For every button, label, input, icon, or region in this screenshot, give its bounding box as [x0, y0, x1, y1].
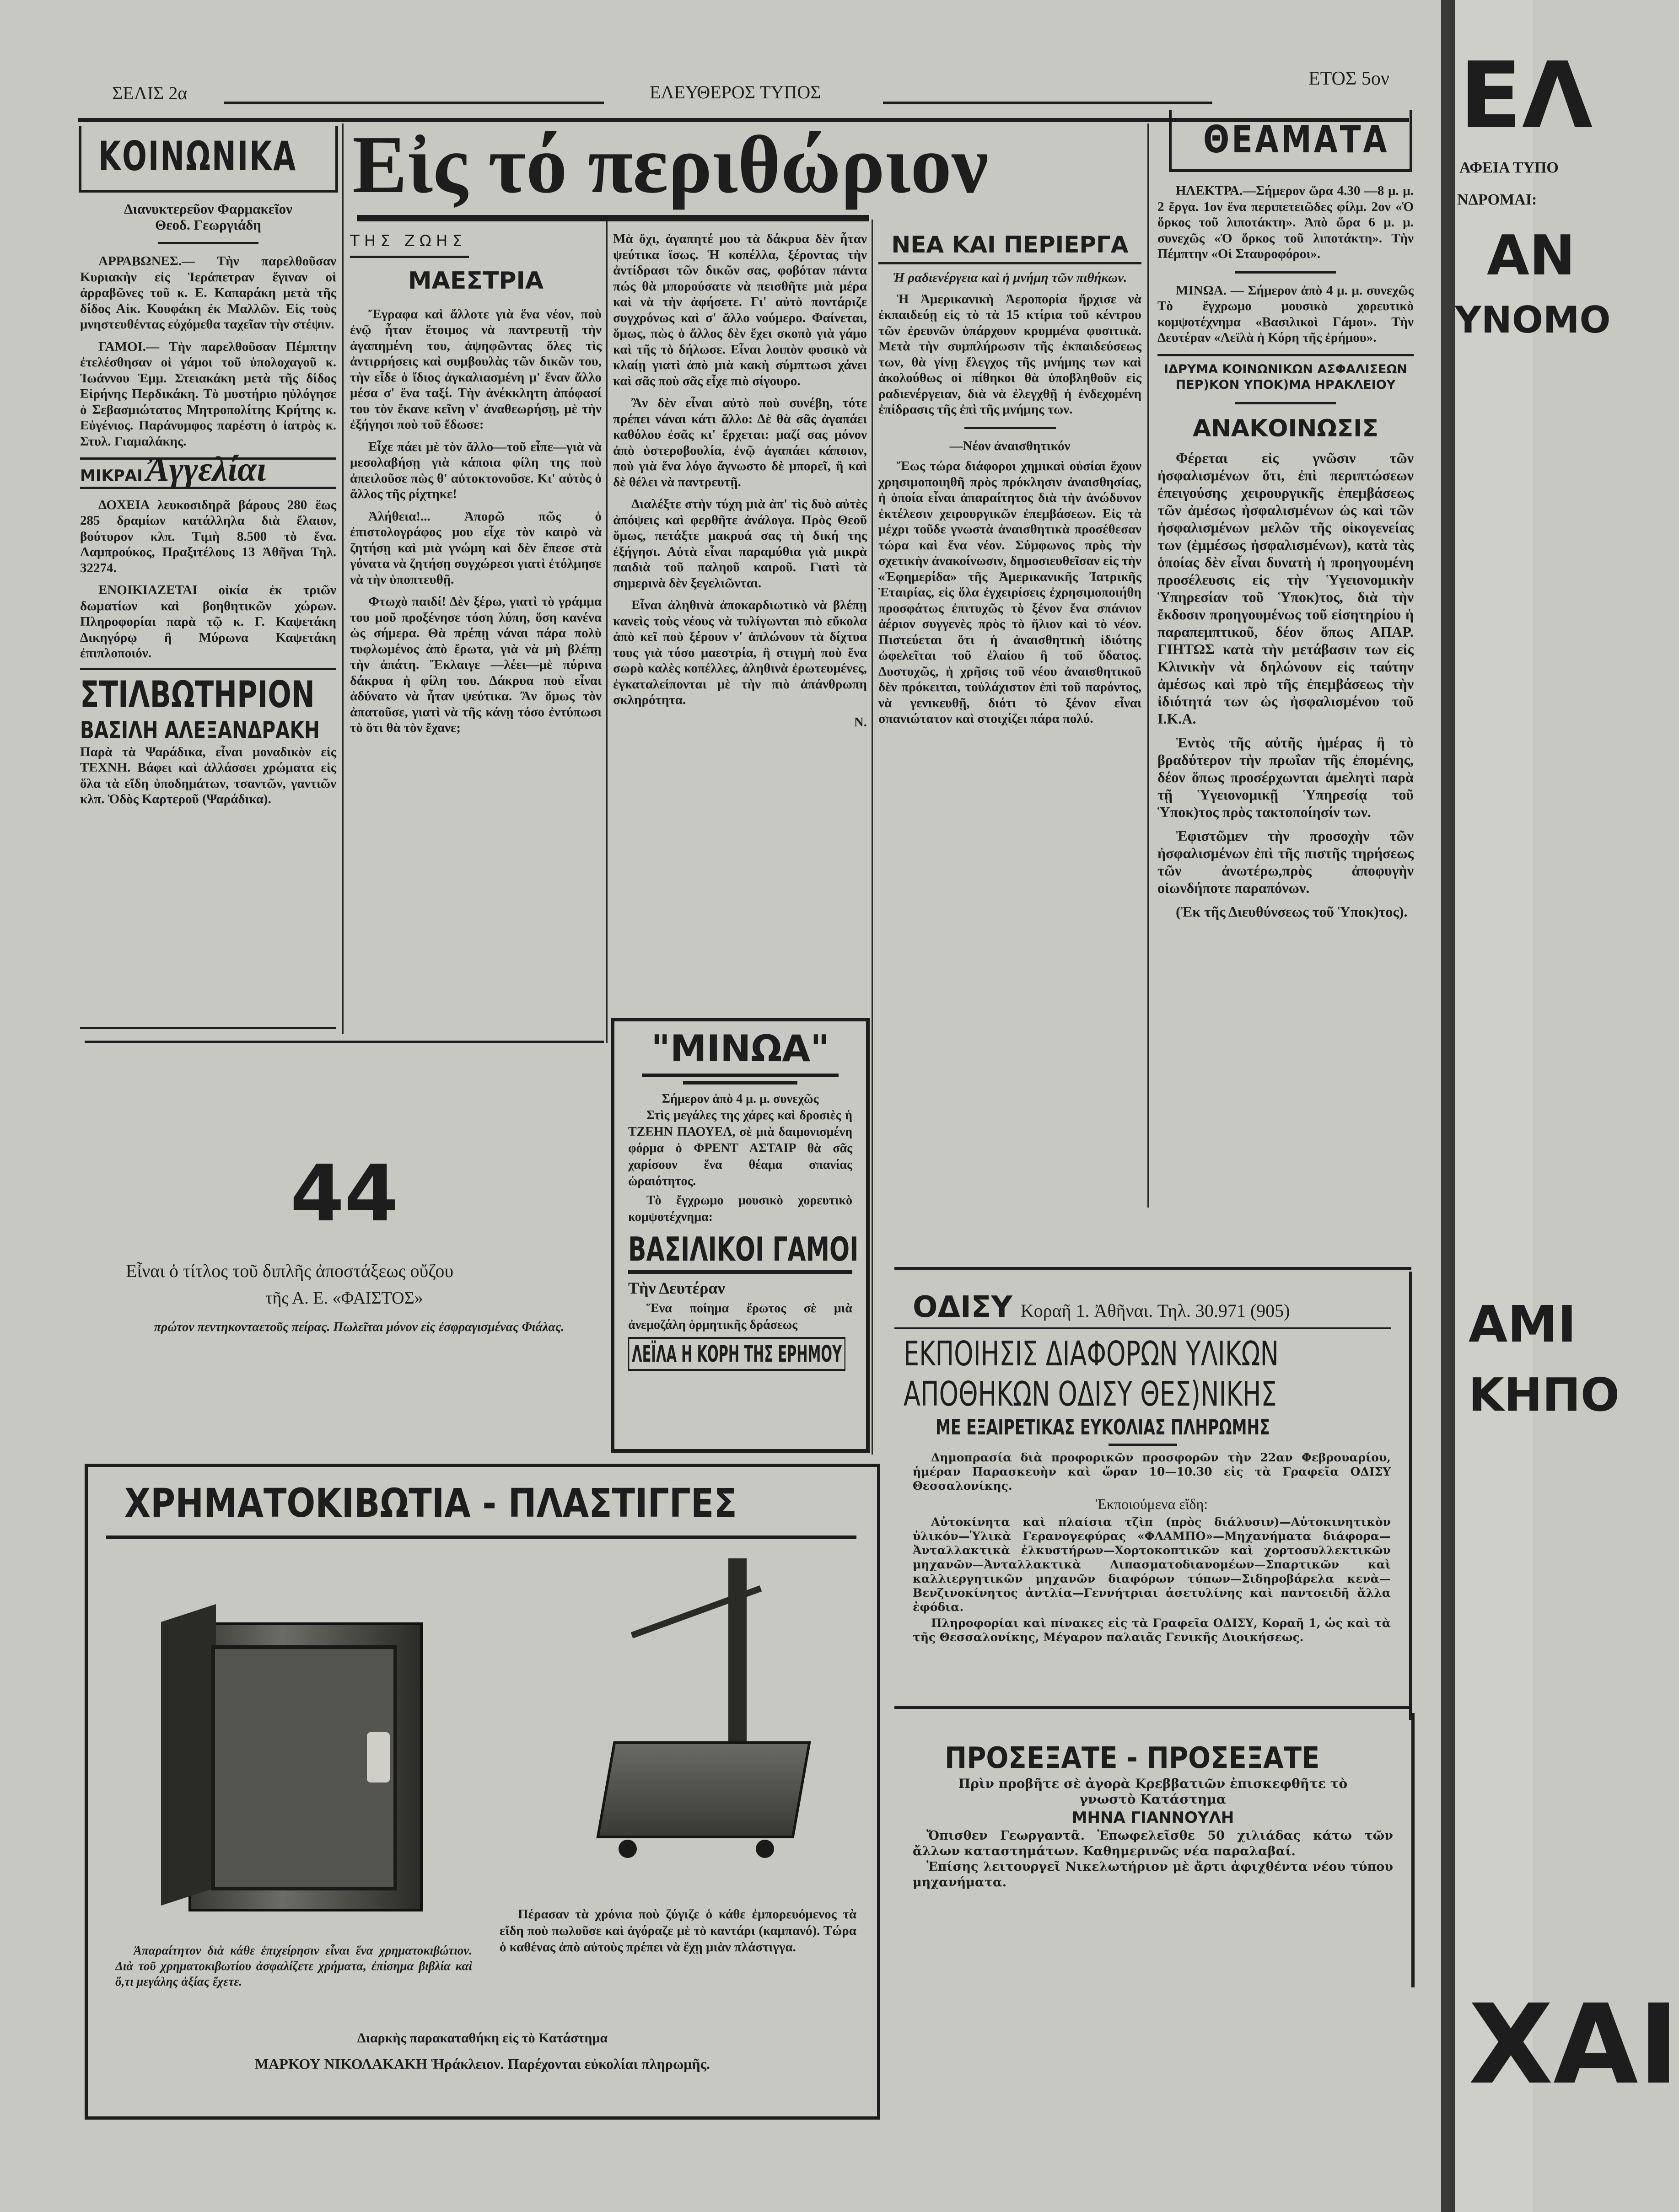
ouzo-ad: [85, 1052, 604, 1427]
article-paragraph: Ἔγραφα καὶ ἄλλοτε γιὰ ἕνα νέον, ποὺ ἐνῷ ἦταν ἕτοιμος νὰ παντρευτῇ τὴν ἀγαπημένη του, ἀψηφῶντας ὅλες τὶς ἀντιρρήσεις καὶ συμβουλὰς τῶν δικῶν του, τὴν εἶδε ὁ ἴδιος ἀγκαλιασμένη μ' ἕναν ἄλλο μέσα σ' ἕνα ταξί. Τὴν ἀνέκκλητη ἀπόφασί του τὸν ἔκανε κεῖνη ν' ἀναθεωρήσῃ, μὲ τὴν ἐξήγησι ποὺ τοῦ ἔδωσε:: [350, 306, 602, 432]
odisy-title3: ΜΕ ΕΞΑΙΡΕΤΙΚΑΣ ΕΥΚΟΛΙΑΣ ΠΛΗΡΩΜΗΣ: [936, 1415, 1270, 1439]
minoa-film1: ΒΑΣΙΛΙΚΟΙ ΓΑΜΟΙ: [628, 1230, 859, 1268]
minoa-next: Τὴν Δευτέραν: [628, 1279, 725, 1297]
nea-periergа-title: ΝΕΑ ΚΑΙ ΠΕΡΙΕΡΓΑ: [878, 231, 1141, 264]
nea-periergа-column: [878, 231, 1141, 1205]
minoa-film2: ΛΕΪΛΑ Η ΚΟΡΗ ΤΗΣ ΕΡΗΜΟΥ: [628, 1337, 845, 1371]
headline-rule: [357, 215, 869, 221]
koinonika-column: [80, 201, 336, 1025]
next-page-strip: [1455, 0, 1679, 2212]
tis-zois-column-1: [350, 233, 602, 1036]
beds-intro: Πρὶν προβῆτε σὲ ἀγορὰ Κρεββατιῶν ἐπισκεφθῆτε τὸ γνωστὸ Κατάστημα: [958, 1776, 1348, 1807]
next-page-fragment: ΑΜΙ: [1469, 1295, 1577, 1353]
article-paragraph: Μὰ ὄχι, ἀγαπητέ μου τὰ δάκρυα δὲν ἦταν ψεύτικα ἴσως. Ἡ κοπέλλα, ξέροντας τὴν ἀντίδρασι τῶν δικῶν σας, φοβόταν πάντα πώς θὰ μπορούσατε νὰ πεισθῆτε μιὰ μέρα καὶ νὰ τὴν ἀφήσετε. Γι' αὐτὸ ποντάριζε συγχρόνως καὶ σ' ἄλλο νούμερο. Φαίνεται, ὅμως, πὼς ὁ ἄλλος δὲν ἔχει σκοπὸ γιὰ γάμο καὶ τῆς τὸ δήλωσε. Εἶναι λοιπὸν φυσικὸ νὰ κλαίῃ γιατὶ ἀπὸ μιὰ κακὴ σύμπτωσι χάνει καὶ σᾶς ποὺ σᾶς εἶχε πιὸ σίγουρο.: [613, 231, 867, 388]
safe-illustration: [161, 1604, 454, 1920]
next-page-fragment: ΧΑΙ: [1469, 1981, 1679, 2109]
odisy-brand: ΟΔΙΣΥ: [913, 1290, 1012, 1324]
pharmacist-name: Θεοδ. Γεωργιάδη: [155, 216, 261, 233]
ad-rule: [85, 1041, 604, 1043]
next-page-fragment: ΝΔΡΟΜΑΙ:: [1457, 191, 1537, 208]
engagements-notice: ΑΡΡΑΒΩΝΕΣ.— Τὴν παρελθοῦσαν Κυριακὴν εἰς Ἱεράπετραν ἔγιναν οἱ ἀρραβῶνες τοῦ κ. Ε. Καπαράκη μετὰ τῆς δίδος Αἰκ. Κουφάκη ἐκ Μαλλῶν. Εἰς τοὺς μνηστευθέντας εὐχόμεθα ταχεῖαν τὴν στέψιν.: [80, 254, 336, 332]
page-fold: [1441, 0, 1455, 2212]
headline: Εἰς τό περιθώριον: [352, 119, 989, 210]
announcement-paragraph: Φέρεται εἰς γνῶσιν τῶν ἠσφαλισμένων ὅτι, ἐπὶ περιπτώσεων ἐπειγούσης χειρουργικῆς ἐπεμβάσεως τῶν ἀμέσως ἠσφαλισμένων ὡς καὶ τῶν ἠσφαλισμένων μελῶν τῆς οἰκογενείας των (ἐμμέσως ἠσφαλισμένων), κατὰ τὰς ὁποίας δὲν εἶναι δυνατὴ ἡ προηγουμένη προσέλευσις εἰς τὴν Ὑγειονομικὴν Ὑπηρεσίαν τοῦ Ὑποκ)τος, διὰ τὴν ἔκδοσιν προηγουμένως τοῦ εἰσητηρίου ἡ παραπεμπτικοῦ, δέον ὅπως ΑΠΑΡ. ΓΙΗΤΩΣ κατὰ τὴν μετάβασιν των εἰς Κλινικὴν νὰ δηλώνουν εἰς ταύτην ἀμέσως καὶ πρὸ τῆς ἐπεμβάσεως τὴν ἰδιότητά των ὡς ἠσφαλισμένου τοῦ Ι.Κ.Α.: [1157, 449, 1414, 727]
safes-scales-ad: [85, 1464, 880, 2120]
ouzo-title-number: 44: [290, 1149, 398, 1239]
next-page-fragment: ΥΝΟΜΟ: [1455, 299, 1611, 341]
column-rule: [80, 1027, 336, 1029]
page-number: ΣΕΛΙΣ 2α: [112, 83, 188, 103]
pharmacy-label: Διανυκτερεῦον Φαρμακεῖον: [124, 201, 292, 217]
next-page-fragment: ΑΝ: [1487, 224, 1576, 288]
next-page-fragment: ΚΗΠΟ: [1469, 1368, 1620, 1422]
odisy-items-label: Ἐκποιούμενα εἴδη:: [1095, 1496, 1208, 1512]
odisy-address: Κοραῆ 1. Ἀθῆναι. Τηλ. 30.971 (905): [1020, 1300, 1290, 1321]
classified-ad: ΕΝΟΙΚΙΑΖΕΤΑΙ οἰκία ἐκ τριῶν δωματίων καὶ βοηθητικῶν χώρων. Πληροφορίαι παρὰ τῷ κ. Γ. Καψετάκη Δικηγόρῳ ἢ Μύρωνα Καψετάκη ἐπιπλοποιόν.: [80, 583, 336, 660]
ouzo-line2: τῆς Α. Ε. «ΦΑΙΣΤΟΣ»: [265, 1289, 423, 1308]
column-divider: [1147, 123, 1149, 1208]
beds-ad: [894, 1713, 1415, 1987]
safes-text-left: Ἀπαραίτητον διὰ κάθε ἐπιχείρησιν εἶναι ἕνα χρηματοκιβώτιον. Διὰ τοῦ χρηματοκιβωτίου ἀσφαλίζετε χρήματα, ἐπίσημα βιβλία καὶ ὅ,τι μεγάλης ἀξίας ἔχετε.: [115, 1944, 472, 1988]
nea-subhead: —Νέον ἀναισθητικόν: [949, 438, 1071, 453]
ouzo-line1: Εἶναι ὁ τίτλος τοῦ διπλῆς ἀποστάξεως οὔζου: [126, 1261, 454, 1281]
header-rule-right: [883, 102, 1212, 104]
theamata-column: [1157, 183, 1414, 1203]
tis-zois-label: ΤΗΣ ΖΩΗΣ: [350, 232, 467, 250]
column-divider: [342, 123, 344, 1034]
newspaper-name: ΕΛΕΥΘΕΡΟΣ ΤΥΠΟΣ: [650, 82, 821, 102]
minoa-text3: Ἕνα ποίημα ἔρωτος σὲ μιὰ ἀνεμοζάλη ὁρμητικῆς δράσεως: [628, 1301, 852, 1332]
minoa-ad: [611, 1018, 870, 1453]
article-title: ΜΑΕΣΤΡΙΑ: [408, 267, 544, 295]
beds-text2: Ἐπίσης λειτουργεῖ Νικελωτήριον μὲ ἄρτι ἀφιχθέντα νέου τύπου μηχανήματα.: [913, 1860, 1393, 1890]
safes-line2: ΜΑΡΚΟΥ ΝΙΚΟΛΑΚΑΚΗ Ἡράκλειον. Παρέχονται εὐκολίαι πληρωμῆς.: [254, 2056, 710, 2072]
beds-title: ΠΡΟΣΕΞΑΤΕ - ΠΡΟΣΕΞΑΤΕ: [945, 1741, 1320, 1775]
stilvotirion-title: ΣΤΙΛΒΩΤΗΡΙΟΝ: [80, 673, 315, 716]
article-paragraph: Διαλέξτε στὴν τύχη μιὰ ἀπ' τὶς δυὸ αὐτὲς ἀπόψεις καὶ φερθῆτε ἀνάλογα. Πρὸς Θεοῦ ὅμως, πετάξτε μακρυά σας τὴ δική της ἐξήγησι. Αὐτὰ εἶναι παραμύθια γιὰ μικρὰ παιδιὰ τοῦ παληοῦ καιροῦ. Γιατὶ τὰ σημερινὰ δὲν ξεγελιῶνται.: [613, 497, 867, 591]
safes-text-right: Πέρασαν τὰ χρόνια ποὺ ζύγιζε ὁ κάθε ἐμπορευόμενος τὰ εἴδη ποὺ πωλοῦσε καὶ ἀγόραζε μὲ τὸ καντάρι (καμπανό). Τώρα ὁ καθένας ἀπὸ αὐτοὺς πρέπει νὰ ἔχῃ μιὰν πλάστιγγα.: [500, 1907, 856, 1954]
tis-zois-column-2: [613, 231, 867, 1009]
announcement-signature: (Ἐκ τῆς Διευθύνσεως τοῦ Ὑποκ)τος).: [1176, 903, 1408, 920]
koinonika-title: ΚΟΙΝΩΝΙΚΑ: [98, 133, 297, 180]
beds-text1: Ὄπισθεν Γεωργαντᾶ. Ἐπωφελεῖσθε 50 χιλιάδας κάτω τῶν ἄλλων καταστημάτων. Καθημερινῶς νέα παραλαβαί.: [913, 1829, 1393, 1858]
odisy-title2: ΑΠΟΘΗΚΩΝ ΟΔΙΣΥ ΘΕΣ)ΝΙΚΗΣ: [904, 1374, 1277, 1414]
minoa-text2: Τὸ ἔγχρωμο μουσικὸ χορευτικὸ κομψοτέχνημα:: [628, 1193, 852, 1224]
ouzo-line3: πρώτον πεντηκονταετοῦς πείρας. Πωλεῖται μόνον εἰς ἐσφραγισμένας Φιάλας.: [154, 1320, 565, 1334]
minoa-time: Σήμερον ἀπὸ 4 μ. μ. συνεχῶς: [662, 1092, 819, 1106]
article-paragraph: Εἶναι ἀληθινὰ ἀποκαρδιωτικὸ νὰ βλέπῃ κανεὶς τοὺς νέους νὰ τυλίγωνται πιὸ εὔκολα ἀπὸ κεῖ ποὺ ξέρουν ν' ἁπλώνουν τὰ δίχτυα τους γιὰ τόσο μαεστρία, ἢ στιγμὴ ποὺ ἕνα σωρὸ καλὲς κοπέλλες, ἀληθινὰ ἐρωτευμένες, ἐγκαταλείπονται μὲ τὴν πιὸ ἀπάνθρωπη σκληρότητα.: [613, 598, 867, 707]
nea-subtitle: Ἡ ραδιενέργεια καὶ ἡ μνήμη τῶν πιθήκων.: [893, 270, 1127, 285]
classifieds-label-script: Ἀγγελίαι: [145, 450, 267, 489]
article-paragraph: Ἕως τώρα διάφοροι χημικαὶ οὐσίαι ἔχουν χρησιμοποιηθῆ πρὸς πρόκλησιν ἀναισθησίας, ἡ ὁποία εἶναι ἀπαραίτητος διὰ τὴν ἀνώδυνον ἐκτέλεσιν χειρουργικῶν ἐπεμβάσεων. Εἰς τὰ μέχρι τοῦδε γνωστὰ ἀναισθητικὰ προσέθεσαν τώρα καὶ ἕνα νέον. Σύμφωνος πρὸς τὴν σχετικὴν ἀνακοίνωσιν, δημοσιευθεῖσαν εἰς τὴν «Ἐφημερίδα» τῆς Ἀμερικανικῆς Ἰατρικῆς Ἑταιρίας, εἰς ὅλα ἐγχειρίσεις ἐχρησιμοποιήθη προσφάτως ἐπιτυχῶς τὸ ξένον ἔνα σπάνιον ἀέριον συγγενὲς πρὸς τὸ ἥλιον καὶ τὸ νέον. Πιστεύεται ὅτι ἡ ἀναισθητικὴ ἰδιότης ὠφελεῖται τοῦ ἐλαίου ἢ τοῦ ὕδατος. Δυστυχῶς, ἡ χρῆσις τοῦ νέου ἀναισθητικοῦ δὲν πρόκειται, τοὐλάχιστον ἐπὶ τοῦ παρόντος, νὰ γενικευθῇ, διότι τὸ ξένον εἶναι σπανιώτατον καὶ στοιχίζει πάρα πολύ.: [878, 459, 1141, 726]
stilvotirion-owner: ΒΑΣΙΛΗ ΑΛΕΞΑΝΔΡΑΚΗ: [80, 716, 320, 744]
beds-owner: ΜΗΝΑ ΓΙΑΝΝΟΥΛΗ: [1071, 1809, 1234, 1827]
article-paragraph: Ἡ Ἀμερικανικὴ Ἀεροπορία ἤρχισε νὰ ἐκπαιδεύῃ εἰς τὸ τὰ 15 κτίρια τοῦ κέντρου τῶν ἐρευνῶν ὑπάρχουν κρυμμένα φυσιτικὰ. Μετὰ τὴν συμπλήρωσιν τῆς ἐκπαιδεύσεως των, θὰ γίνῃ ἔλεγχος τῆς μνήμης των καὶ ἀκολούθως οἱ πίθηκοι θὰ ὑποβληθοῦν εἰς ραδιενέργειαν, διὰ νὰ ἐλεγχθῇ ἡ ἐνδεχομένη ἐπίδρασις τῆς ἐπὶ τῆς μνήμης των.: [878, 291, 1141, 417]
cinema-listing-elektra: ΗΛΕΚΤΡΑ.—Σήμερον ὥρα 4.30 —8 μ. μ. 2 ἔργα. 1ον ἕνα περιπετειῶδες φίλμ. 2ον «Ὁ ὅρκος τοῦ λιποτάκτη». Ἀπὸ ὥρα 6 μ. μ. συνεχῶς «Ὁ ὅρκος τοῦ λιποτάκτη». Τὴν Πέμπτην «Οἱ Σταυροφόροι».: [1157, 183, 1414, 261]
ad-rule: [894, 1706, 1411, 1709]
ad-rule: [894, 1267, 1411, 1270]
column-divider: [606, 220, 608, 1043]
announcement-org: ΙΔΡΥΜΑ ΚΟΙΝΩΝΙΚΩΝ ΑΣΦΑΛΙΣΕΩΝ ΠΕΡ)ΚΟΝ ΥΠΟΚ)ΜΑ ΗΡΑΚΛΕΙΟΥ: [1164, 362, 1407, 392]
announcement-paragraph: Ἐφιστῶμεν τὴν προσοχὴν τῶν ἠσφαλισμένων ἐπὶ τῆς πιστῆς τηρήσεως τῶν ἀνωτέρω,πρὸς ἀποφυγὴν οἱωνδήποτε παραπόνων.: [1157, 827, 1414, 896]
classifieds-label-small: ΜΙΚΡΑΙ: [80, 467, 143, 485]
odisy-items: Αὐτοκίνητα καὶ πλαίσια τζὶπ (πρὸς διάλυσιν)—Αὐτοκινητικὸν ὑλικόν—Ὑλικὰ Γερανογεφύρας «ΦΛΑΜΠΟ»—Μηχανήματα διάφορα—Ἀνταλλακτικὰ ἑλκυστήρων—Χορτοκοπτικῶν καὶ χορτοσυλλεκτικῶν μηχανῶν—Ἀνταλλακτικὰ Λιπασματοδιανομέων—Σπαρτικῶν καὶ καλλιεργητικῶν μηχανῶν διαφόρων τύπων—Σιδηροβάρελα κενὰ—Βενζινοκίνητος ἀντλία—Γεννήτριαι ἀσετυλίνης καὶ παντοειδῆ ἄλλα ἐφόδια.: [913, 1515, 1391, 1614]
announcement-title: ΑΝΑΚΟΙΝΩΣΙΣ: [1193, 414, 1378, 442]
header-rule: [224, 102, 604, 104]
odisy-ad: [894, 1272, 1412, 1720]
classified-ad: ΔΟΧΕΙΑ λευκοσιδηρᾶ βάρους 280 ἕως 285 δραμίων κατάλληλα διὰ ἔλαιον, βούτυρον κλπ. Τιμὴ 8.500 τὸ ἕνα. Λαμπρούκος, Πραξιτέλους 13 Ἀθῆναι Τηλ. 32274.: [80, 497, 336, 575]
minoa-text1: Στὶς μεγάλες της χάρες καὶ δροσιὲς ἡ ΤΖΕΗΝ ΠΑΟΥΕΛ, σὲ μιὰ δαιμονισμένη φόρμα ὁ ΦΡΕΝΤ ΑΣΤΑΙΡ θὰ σᾶς χαρίσουν ἕνα θέαμα σπανίας ὡραιότητος.: [628, 1108, 852, 1188]
minoa-title: "ΜΙΝΩΑ": [651, 1027, 829, 1070]
theamata-title: ΘΕΑΜΑΤΑ: [1203, 118, 1389, 161]
next-page-fragment: ΑΦΕΙΑ ΤΥΠΟ: [1459, 159, 1559, 176]
scale-illustration: [591, 1558, 802, 1879]
cinema-listing-minoa: ΜΙΝΩΑ. — Σήμερον ἀπὸ 4 μ. μ. συνεχῶς Τὸ ἔγχρωμο μουσικὸ χορευτικὸ κομψοτέχνημα «Βασιλικοὶ Γάμοι». Τὴν Δευτέραν «Λεϊλὰ ἡ Κόρη τῆς ἐρήμου».: [1157, 283, 1414, 345]
weddings-notice: ΓΑΜΟΙ.— Τὴν παρελθοῦσαν Πέμπτην ἐτελέσθησαν οἱ γάμοι τοῦ ὑπολοχαγοῦ κ. Ἰωάννου Ἐμμ. Στειακάκη μετὰ τῆς δίδος Εἰρήνης Περδικάκη. Τὸ μυστήριο ηὐλόγησε ὁ Σεβασμιώτατος Μητροπολίτης Κρήτης κ. Εὐγένιος. Παράνυμφος παρέστη ὁ ἰατρὸς κ. Στυλ. Γιαμαλάκης.: [80, 339, 336, 449]
article-paragraph: Εἶχε πάει μὲ τὸν ἄλλο—τοῦ εἶπε—γιὰ νὰ μεσολαβήσῃ γιὰ κάποια φίλη της ποὺ ἀπειλοῦσε πὼς θ' αὐτοκτονοῦσε. Κι' αὐτὸς ὁ ἄλλος τῆς ρίχτηκε!: [350, 439, 602, 501]
odisy-title1: ΕΚΠΟΙΗΣΙΣ ΔΙΑΦΟΡΩΝ ΥΛΙΚΩΝ: [904, 1334, 1279, 1374]
article-paragraph: Ἂν δὲν εἶναι αὐτὸ ποὺ συνέβη, τότε πρέπει νάναι κάτι ἄλλο: Δὲ θὰ σᾶς ἀγαπάει καθόλου ἐσᾶς κι' ἔρχεται: μαζί σας μόνον ἀπὸ ὑστεροβουλία, ἐνῷ ἀγαπάει κάποιον, ποὺ γιὰ ἕνα λόγο ἄγνωστο δὲ μπορεῖ, ἢ καὶ δὲ θέλει νὰ παντρευτῇ.: [613, 396, 867, 489]
announcement-paragraph: Ἐντὸς τῆς αὐτῆς ἡμέρας ἢ τὸ βραδύτερον τὴν πρωΐαν τῆς ἐπομένης, δέον ὅπως προσέρχωνται ἀμελητὶ παρὰ τῇ Ὑγειονομικῇ Ὑπηρεσίᾳ τοῦ Ὑποκ)τος πρὸς τακτοποίησίν των.: [1157, 734, 1414, 820]
stilvotirion-text: Παρὰ τὰ Ψαράδικα, εἶναι μοναδικὸν εἰς ΤΕΧΝΗ. Βάφει καὶ ἀλλάσσει χρώματα εἰς ὅλα τὰ εἴδη ὑποδημάτων, τσαντῶν, γαντιῶν κλπ. Ὁδὸς Καρτεροῦ (Ψαράδικα).: [80, 744, 336, 806]
article-signature: N.: [854, 714, 867, 730]
safes-line1: Διαρκὴς παρακαταθήκη εἰς τὸ Κατάστημα: [357, 2030, 608, 2046]
article-paragraph: Φτωχὸ παιδί! Δὲν ξέρω, γιατὶ τὸ γράμμα του μοῦ προξένησε τόση λύπη, ὅση κανένα ὡς σήμερα. Θὰ πρέπῃ νάναι πάρα πολὺ τυφλωμένος ἀπὸ ἔρωτα, γιὰ νὰ μὴ βλέπῃ τὴν ἀπάτη. Ἔκλαιγε —λέει—μὲ πύρινα δάκρυα ἡ φίλη του. Δάκρυα ποὺ εἶναι ἀδύνατο νὰ ἦταν ψεύτικα. Ἂν ὅμως τὸν ἀπατοῦσε, γιατὶ νὰ τῆς κάνῃ τόσο ἐντύπωσι τὸ ὅτι θὰ τὸν ἔχανε;: [350, 594, 602, 735]
year-label: ΕΤΟΣ 5ον: [1308, 68, 1389, 89]
next-page-fragment: ΕΛ: [1459, 43, 1593, 149]
odisy-auction: Δημοπρασία διὰ προφορικῶν προσφορῶν τὴν 22αν Φεβρουαρίου, ἡμέραν Παρασκευὴν καὶ ὥραν 10—10.30 εἰς τὰ Γραφεῖα ΟΔΙΣΥ Θεσσαλονίκης.: [913, 1451, 1391, 1493]
odisy-info: Πληροφορίαι καὶ πίνακες εἰς τὰ Γραφεῖα ΟΔΙΣΥ, Κοραῆ 1, ὡς καὶ τὰ τῆς Θεσσαλονίκης, Μέγαρον παλαιᾶς Γενικῆς Διοικήσεως.: [913, 1616, 1391, 1644]
article-paragraph: Ἀλήθεια!... Ἀπορῶ πῶς ὁ ἐπιστολογράφος μου εἶχε τὸν καιρὸ νὰ ζητήσῃ καὶ μιὰ γνώμη καὶ δὲν ἔπεσε στὰ γόνατα νὰ ζητήσῃ συγχώρεσι γιατὶ ἐτόλμησε νὰ τὴν ὑποπτευθῇ.: [350, 509, 602, 587]
column-divider: [872, 220, 873, 1455]
safes-title: ΧΡΗΜΑΤΟΚΙΒΩΤΙΑ - ΠΛΑΣΤΙΓΓΕΣ: [124, 1481, 737, 1526]
